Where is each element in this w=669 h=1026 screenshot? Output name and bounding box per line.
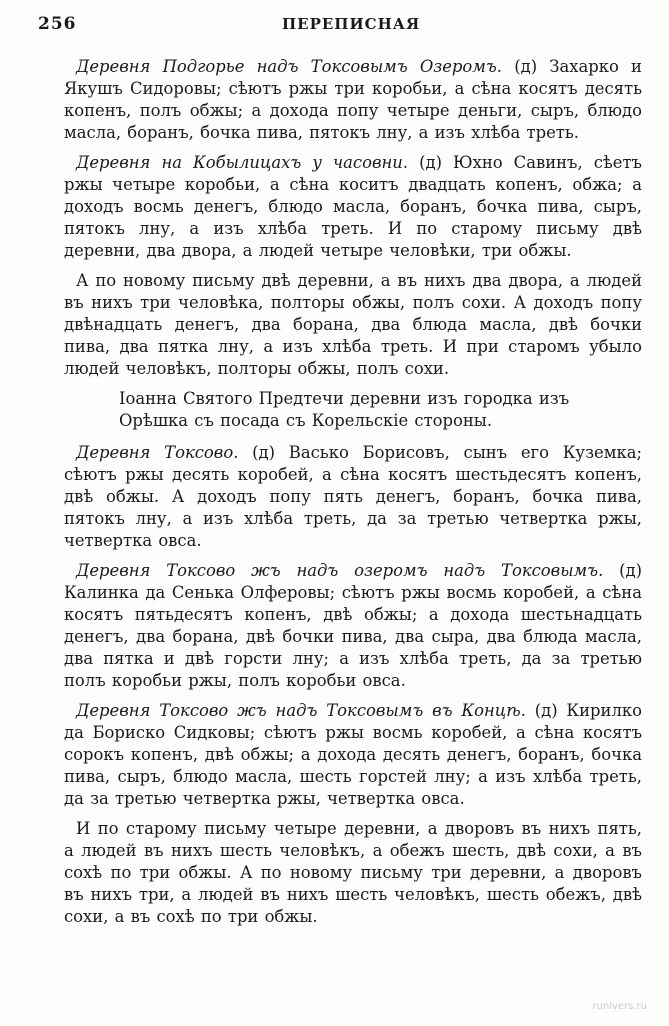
paragraph-3 — [64, 270, 642, 380]
watermark: runivers.ru — [592, 1001, 647, 1012]
paragraph-text: И по старому письму четыре деревни, а дворовъ въ нихъ пять, а людей въ нихъ шесть человѣкъ, а обежъ шесть, двѣ сохи, а въ сохѣ по три обжы. А по новому письму три деревни, а дворовъ въ нихъ три, а людей въ нихъ шесть человѣкъ, шесть обежъ, двѣ сохи, а въ сохѣ по три обжы. — [64, 819, 642, 926]
paragraph-lead: Деревня Токсово жъ надъ озеромъ надъ Токсовымъ. — [76, 561, 604, 580]
page-number: 256 — [38, 14, 77, 34]
paragraph-text: А по новому письму двѣ деревни, а въ нихъ два двора, а людей въ нихъ три человѣка, полторы обжы, полъ сохи. А доходъ попу двѣнадцать денегъ, два борана, два блюда масла, двѣ бочки пива, два пятка лну, а изъ хлѣба треть. И при старомъ убыло людей человѣкъ, полторы обжы, полъ сохи. — [64, 271, 642, 378]
section-heading-text: Іоанна Святого Предтечи деревни изъ городка изъ Орѣшка съ посада съ Корельскіе стороны. — [119, 389, 570, 430]
paragraph-7 — [64, 818, 642, 928]
body-text — [64, 56, 642, 936]
section-heading — [64, 388, 642, 432]
page-header — [38, 14, 648, 40]
paragraph-text: (д) Захарко и Якушъ Сидоровы; сѣютъ ржы три коробьи, а сѣна косятъ десять копенъ, полъ обжы; а дохода попу четыре деньги, сыръ, блюдо масла, боранъ, бочка пива, пятокъ лну, а изъ хлѣба треть. — [64, 57, 642, 142]
paragraph-lead: Деревня Токсово жъ надъ Токсовымъ въ Концѣ. — [76, 701, 526, 720]
paragraph-2 — [64, 152, 642, 262]
paragraph-lead: Деревня на Кобылицахъ у часовни. — [76, 153, 409, 172]
running-title: ПЕРЕПИСНАЯ — [282, 15, 421, 33]
paragraph-text: (д) Калинка да Сенька Олферовы; сѣютъ ржы восмь коробей, а сѣна косятъ пятьдесятъ копенъ, двѣ обжы; а дохода шестьнадцать денегъ, два борана, двѣ бочки пива, два сыра, два блюда масла, два пятка и двѣ горсти лну; а изъ хлѣба треть, да за третью полъ коробьи ржы, полъ коробьи овса. — [64, 561, 642, 690]
paragraph-lead: Деревня Токсово. — [76, 443, 239, 462]
paragraph-5 — [64, 560, 642, 692]
paragraph-text: (д) Васько Борисовъ, сынъ его Куземка; сѣютъ ржы десять коробей, а сѣна косятъ шестьдесятъ копенъ, двѣ обжы. А доходъ попу пять денегъ, боранъ, бочка пива, пятокъ лну, а изъ хлѣба треть, да за третью четвертка ржы, четвертка овса. — [64, 443, 642, 550]
paragraph-lead: Деревня Подгорье надъ Токсовымъ Озеромъ. — [76, 57, 503, 76]
paragraph-4 — [64, 442, 642, 552]
paragraph-1 — [64, 56, 642, 144]
paragraph-6 — [64, 700, 642, 810]
paragraph-text: (д) Кирилко да Бориско Сидковы; сѣютъ ржы восмь коробей, а сѣна косятъ сорокъ копенъ, двѣ обжы; а дохода десять денегъ, боранъ, бочка пива, сыръ, блюдо масла, шесть горстей лну; а изъ хлѣба треть, да за третью четвертка ржы, четвертка овса. — [64, 701, 642, 808]
paragraph-text: (д) Юхно Савинъ, сѣетъ ржы четыре коробьи, а сѣна коситъ двадцать копенъ, обжа; а доходъ восмь денегъ, блюдо масла, боранъ, бочка пива, сыръ, пятокъ лну, а изъ хлѣба треть. И по старому письму двѣ деревни, два двора, а людей четыре человѣки, три обжы. — [64, 153, 642, 260]
